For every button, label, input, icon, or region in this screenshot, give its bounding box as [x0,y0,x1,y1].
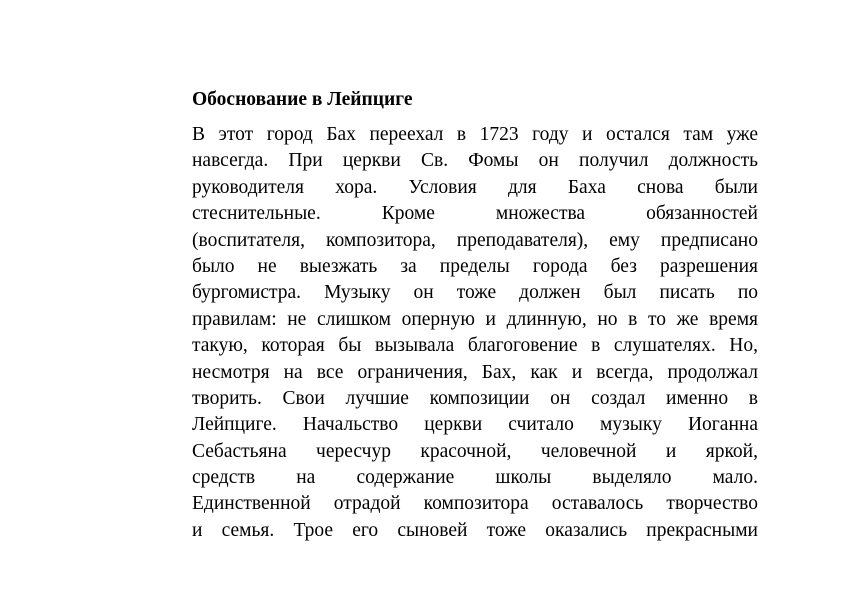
paragraph [192,122,758,544]
text-line: творить. Свои лучшие композиции он создал именно в [192,387,758,409]
text-line: руководителя хора. Условия для Баха снова были [192,176,758,198]
text-line: было не выезжать за пределы города без разрешения [192,255,758,277]
section-heading: Обоснование в Лейпциге [192,89,413,110]
text-line: Лейпциге. Начальство церкви считало музыку Иоганна [192,414,758,436]
text-line: Себастьяна чересчур красочной, человечной и яркой, [192,440,758,462]
text-line: навсегда. При церкви Св. Фомы он получил должность [192,150,758,172]
text-line: средств на содержание школы выделяло мало. [192,467,758,489]
text-line: и семья. Трое его сыновей тоже оказались прекрасными [192,519,758,541]
text-block [192,89,758,544]
text-line: несмотря на все ограничения, Бах, как и всегда, продолжал [192,361,758,383]
text-line: такую, которая бы вызывала благоговение в слушателях. Но, [192,335,758,357]
text-line: (воспитателя, композитора, преподавателя), ему предписано [192,229,758,251]
text-line: бургомистра. Музыку он тоже должен был писать по [192,282,758,304]
text-line: стеснительные. Кроме множества обязанностей [192,203,758,225]
text-line: Единственной отрадой композитора оставалось творчество [192,493,758,515]
text-line: правилам: не слишком оперную и длинную, но в то же время [192,308,758,330]
text-line: В этот город Бах переехал в 1723 году и остался там уже [192,124,758,145]
